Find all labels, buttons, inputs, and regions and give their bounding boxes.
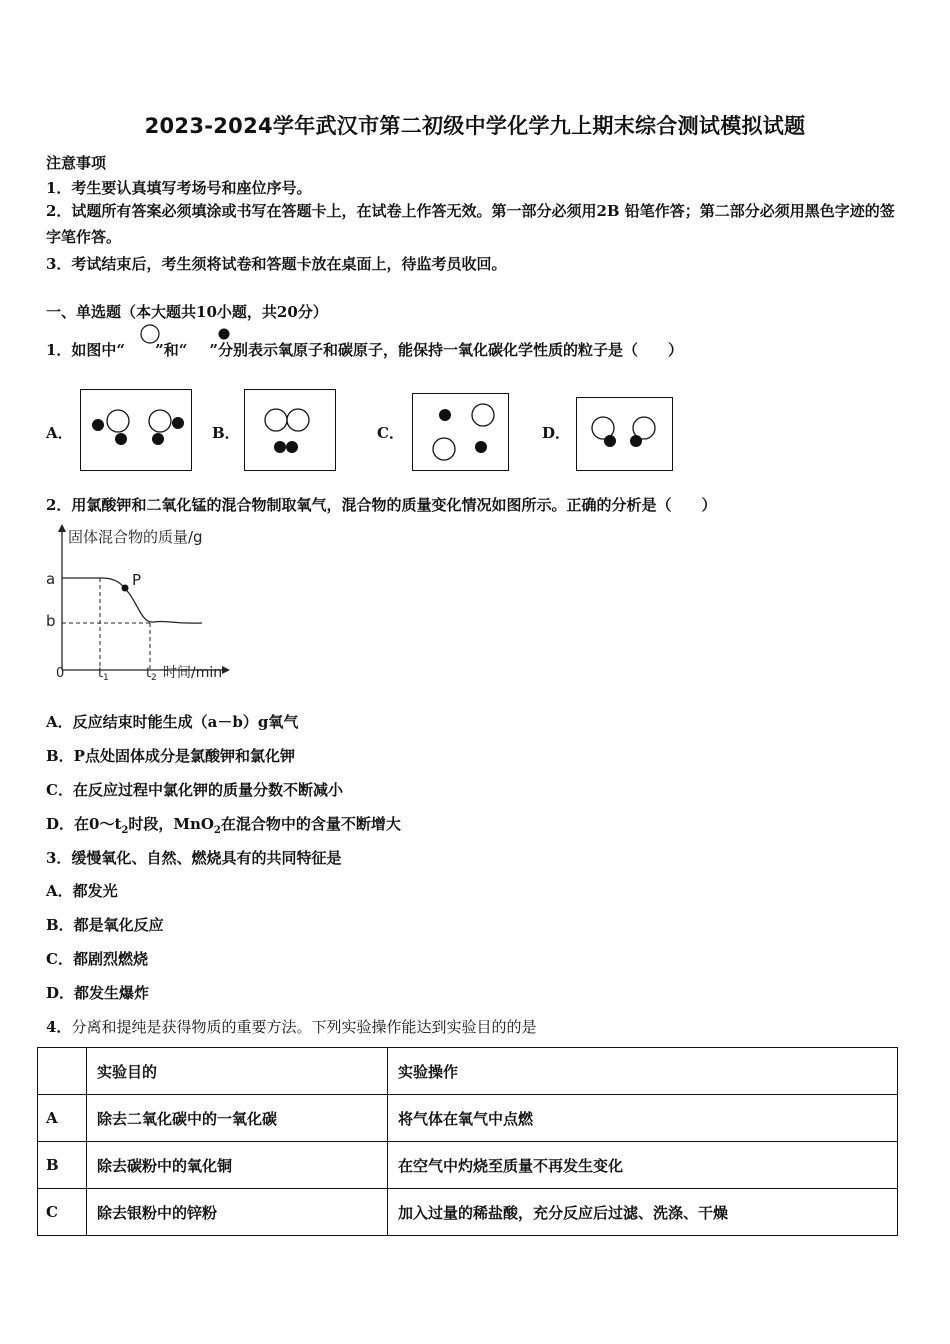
q3-stem: 3．缓慢氧化、自然、燃烧具有的共同特征是 bbox=[46, 849, 342, 867]
notice-item-2: 2．试题所有答案必须填涂或书写在答题卡上，在试卷上作答无效。第一部分必须用2B 铅笔作答；第二部分必须用黑色字迹的签字笔作答。 bbox=[46, 202, 895, 246]
q2-option-b: B．P点处固体成分是氯酸钾和氯化钾 bbox=[46, 747, 295, 765]
table-cell: A bbox=[38, 1095, 87, 1142]
section-heading: 一、单选题（本大题共10小题，共20分） bbox=[46, 303, 328, 321]
q1-option-a-box bbox=[80, 389, 192, 471]
graph-t2-sub: 2 bbox=[151, 673, 157, 683]
notice-item-3: 3．考试结束后，考生须将试卷和答题卡放在桌面上，待监考员收回。 bbox=[46, 255, 507, 273]
graph-x-arrow bbox=[222, 666, 230, 674]
graph-p-label: P bbox=[132, 571, 142, 589]
table-cell: C bbox=[38, 1189, 87, 1236]
table-cell: 加入过量的稀盐酸，充分反应后过滤、洗涤、干燥 bbox=[388, 1189, 898, 1236]
graph-y-arrow bbox=[58, 524, 66, 532]
carbon-atom-icon bbox=[215, 326, 235, 344]
q1-option-a-molecules bbox=[81, 390, 191, 470]
table-header-row bbox=[38, 1048, 898, 1095]
mass-time-graph bbox=[42, 522, 242, 688]
graph-ylabel: 固体混合物的质量/g bbox=[68, 528, 203, 546]
table-cell: 将气体在氧气中点燃 bbox=[388, 1095, 898, 1142]
q2-stem: 2．用氯酸钾和二氧化锰的混合物制取氧气，混合物的质量变化情况如图所示。正确的分析是（ ） bbox=[46, 496, 717, 514]
q2-option-c: C．在反应过程中氯化钾的质量分数不断减小 bbox=[46, 781, 343, 799]
q2-option-d: D．在$0\sim t_2$时段，MnO$_2$在混合物中的含量不断增大 bbox=[46, 815, 401, 836]
graph-t2-label: t bbox=[146, 666, 152, 681]
q4-table bbox=[37, 1047, 898, 1236]
q2-option-a: A．反应结束时能生成（a－b）g氧气 bbox=[46, 713, 299, 731]
graph-a-label: a bbox=[46, 570, 56, 588]
q1-option-d-label: D． bbox=[542, 424, 571, 442]
q1-option-c-label: C． bbox=[377, 424, 404, 442]
q3-option-d: D．都发生爆炸 bbox=[46, 984, 150, 1002]
q1-option-b-molecules bbox=[245, 390, 335, 470]
graph-t1-sub: 1 bbox=[103, 673, 109, 683]
table-row bbox=[38, 1095, 898, 1142]
q3-option-a: A．都发光 bbox=[46, 882, 118, 900]
q1-option-d-box bbox=[576, 397, 673, 471]
q1-option-c-molecules bbox=[413, 394, 508, 470]
table-cell: B bbox=[38, 1142, 87, 1189]
q1-option-a-label: A． bbox=[46, 424, 73, 442]
table-row bbox=[38, 1189, 898, 1236]
table-cell: 除去碳粉中的氧化铜 bbox=[87, 1142, 388, 1189]
graph-origin-label: 0 bbox=[56, 666, 65, 681]
page-title: 2023-2024学年武汉市第二初级中学化学九上期末综合测试模拟试题 bbox=[144, 114, 806, 138]
q1-option-b-box bbox=[244, 389, 336, 471]
q4-stem: 4．分离和提纯是获得物质的重要方法。下列实验操作能达到实验目的的是 bbox=[46, 1018, 537, 1036]
table-header-cell: 实验目的 bbox=[87, 1048, 388, 1095]
q1-stem: 1．如图中“ ”和“ ”分别表示氧原子和碳原子，能保持一氧化碳化学性质的粒子是（ ） bbox=[46, 341, 683, 359]
q1-option-b-label: B． bbox=[212, 424, 240, 442]
table-header-cell: 实验操作 bbox=[388, 1048, 898, 1095]
graph-point-p bbox=[122, 585, 129, 592]
table-cell: 在空气中灼烧至质量不再发生变化 bbox=[388, 1142, 898, 1189]
table-cell: 除去银粉中的锌粉 bbox=[87, 1189, 388, 1236]
q1-option-c-box bbox=[412, 393, 509, 471]
table-row bbox=[38, 1142, 898, 1189]
table-cell: 除去二氧化碳中的一氧化碳 bbox=[87, 1095, 388, 1142]
graph-t1-label: t bbox=[98, 666, 104, 681]
q3-option-c: C．都剧烈燃烧 bbox=[46, 950, 148, 968]
notice-heading: 注意事项 bbox=[46, 154, 107, 172]
q3-option-b: B．都是氧化反应 bbox=[46, 916, 164, 934]
table-header-cell bbox=[38, 1048, 87, 1095]
oxygen-atom-icon bbox=[136, 324, 166, 346]
graph-b-label: b bbox=[46, 612, 56, 630]
notice-item-1: 1．考生要认真填写考场号和座位序号。 bbox=[46, 179, 312, 197]
q1-option-d-molecules bbox=[577, 398, 672, 470]
graph-xlabel: 时间/min bbox=[163, 665, 223, 681]
